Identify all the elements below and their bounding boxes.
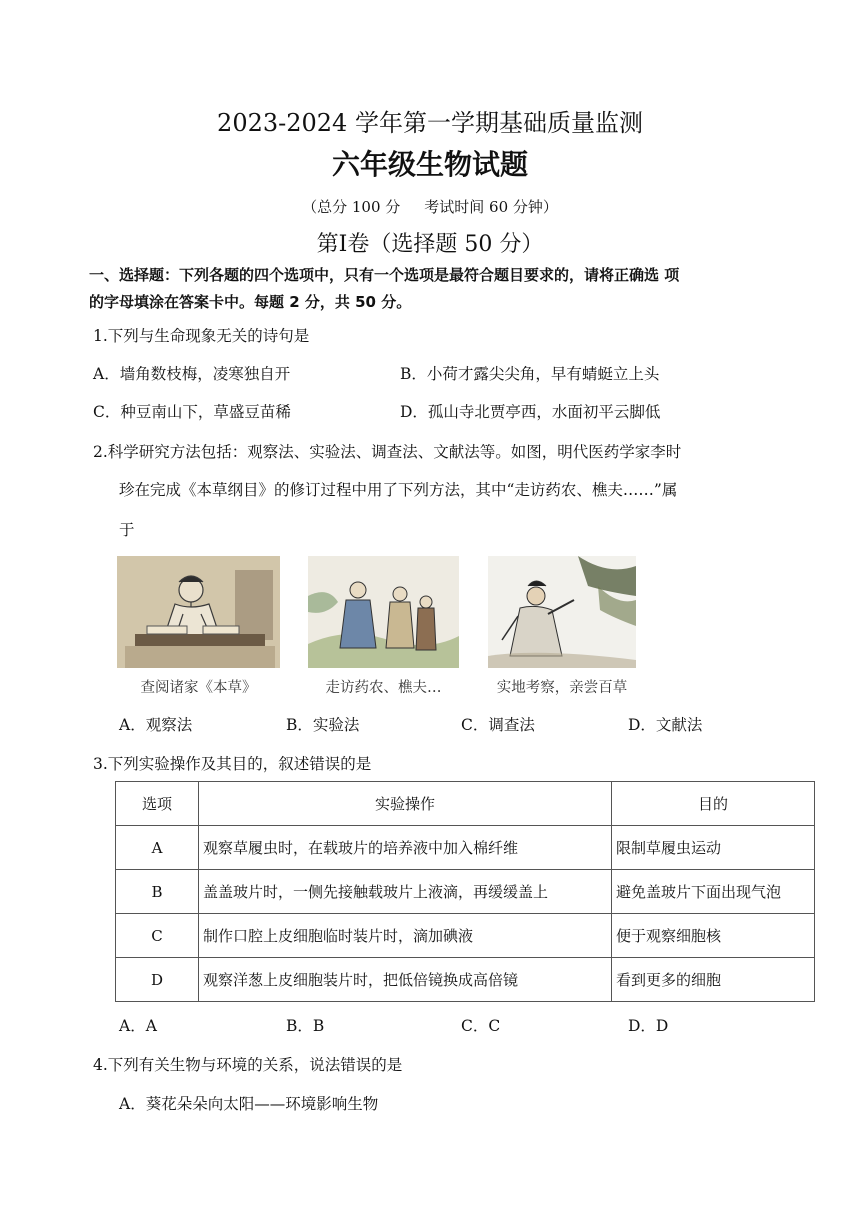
table-header-option: 选项 bbox=[116, 782, 199, 826]
question-2-option-d: D．文献法 bbox=[628, 716, 703, 734]
question-1-option-a: A．墙角数枝梅，凌寒独自开 bbox=[93, 365, 291, 383]
question-2-option-c: C．调查法 bbox=[461, 716, 535, 734]
image-reading-books bbox=[117, 556, 280, 668]
field-inspection-illustration bbox=[488, 556, 636, 668]
table-cell-operation: 观察草履虫时，在载玻片的培养液中加入棉纤维 bbox=[199, 826, 612, 870]
table-header-row bbox=[116, 782, 815, 826]
image-field-inspection bbox=[488, 556, 636, 668]
experiment-table bbox=[115, 781, 815, 1002]
question-1-stem: 1.下列与生命现象无关的诗句是 bbox=[93, 327, 310, 345]
table-header-purpose: 目的 bbox=[612, 782, 815, 826]
exam-title: 2023-2024 学年第一学期基础质量监测 bbox=[217, 109, 643, 137]
table-cell-operation: 盖盖玻片时，一侧先接触载玻片上液滴，再缓缓盖上 bbox=[199, 870, 612, 914]
table-header-operation: 实验操作 bbox=[199, 782, 612, 826]
table-cell-purpose: 避免盖玻片下面出现气泡 bbox=[612, 870, 815, 914]
table-cell-option: C bbox=[116, 914, 199, 958]
question-1-option-c: C．种豆南山下，草盛豆苗稀 bbox=[93, 403, 291, 421]
question-2-option-b: B．实验法 bbox=[286, 716, 360, 734]
table-cell-purpose: 看到更多的细胞 bbox=[612, 958, 815, 1002]
question-1-option-b: B．小荷才露尖尖角，早有蜻蜓立上头 bbox=[400, 365, 660, 383]
question-3-option-a: A．A bbox=[119, 1017, 157, 1035]
image-caption-1: 查阅诸家《本草》 bbox=[140, 680, 257, 696]
question-3-stem: 3.下列实验操作及其目的，叙述错误的是 bbox=[93, 755, 372, 773]
question-3-option-c: C．C bbox=[461, 1017, 501, 1035]
section-instruction-line1: 一、选择题：下列各题的四个选项中，只有一个选项是最符合题目要求的，请将正确选 项 bbox=[89, 266, 680, 284]
question-3-option-b: B．B bbox=[286, 1017, 325, 1035]
question-2-stem-line2: 珍在完成《本草纲目》的修订过程中用了下列方法，其中“走访药农、樵夫……”属 bbox=[119, 481, 678, 499]
table-row bbox=[116, 914, 815, 958]
question-4-stem: 4.下列有关生物与环境的关系，说法错误的是 bbox=[93, 1056, 403, 1074]
table-cell-option: B bbox=[116, 870, 199, 914]
question-4-option-a: A．葵花朵朵向太阳——环境影响生物 bbox=[119, 1095, 379, 1113]
exam-subject-title: 六年级生物试题 bbox=[331, 148, 528, 181]
scholar-reading-illustration bbox=[117, 556, 280, 668]
table-row bbox=[116, 870, 815, 914]
question-2-stem-line1: 2.科学研究方法包括：观察法、实验法、调查法、文献法等。如图，明代医药学家李时 bbox=[93, 443, 682, 461]
image-visiting-farmers bbox=[308, 556, 459, 668]
table-cell-option: D bbox=[116, 958, 199, 1002]
visiting-farmers-illustration bbox=[308, 556, 459, 668]
question-2-option-a: A．观察法 bbox=[119, 716, 193, 734]
question-1-option-d: D．孤山寺北贾亭西，水面初平云脚低 bbox=[400, 403, 661, 421]
exam-meta bbox=[0, 196, 860, 217]
part-title: 第Ⅰ卷（选择题 50 分） bbox=[316, 232, 544, 257]
image-caption-2: 走访药农、樵夫… bbox=[325, 680, 442, 696]
table-cell-operation: 制作口腔上皮细胞临时装片时，滴加碘液 bbox=[199, 914, 612, 958]
table-cell-operation: 观察洋葱上皮细胞装片时，把低倍镜换成高倍镜 bbox=[199, 958, 612, 1002]
question-3-option-d: D．D bbox=[628, 1017, 669, 1035]
section-instruction-line2: 的字母填涂在答案卡中。每题 2 分，共 50 分。 bbox=[89, 293, 412, 311]
table-cell-purpose: 便于观察细胞核 bbox=[612, 914, 815, 958]
table-row bbox=[116, 826, 815, 870]
exam-time: 考试时间 60 分钟） bbox=[424, 198, 558, 216]
table-cell-purpose: 限制草履虫运动 bbox=[612, 826, 815, 870]
total-score: （总分 100 分 bbox=[302, 198, 401, 216]
table-row bbox=[116, 958, 815, 1002]
table-cell-option: A bbox=[116, 826, 199, 870]
image-caption-3: 实地考察，亲尝百草 bbox=[496, 680, 628, 696]
question-2-stem-line3: 于 bbox=[119, 521, 135, 539]
